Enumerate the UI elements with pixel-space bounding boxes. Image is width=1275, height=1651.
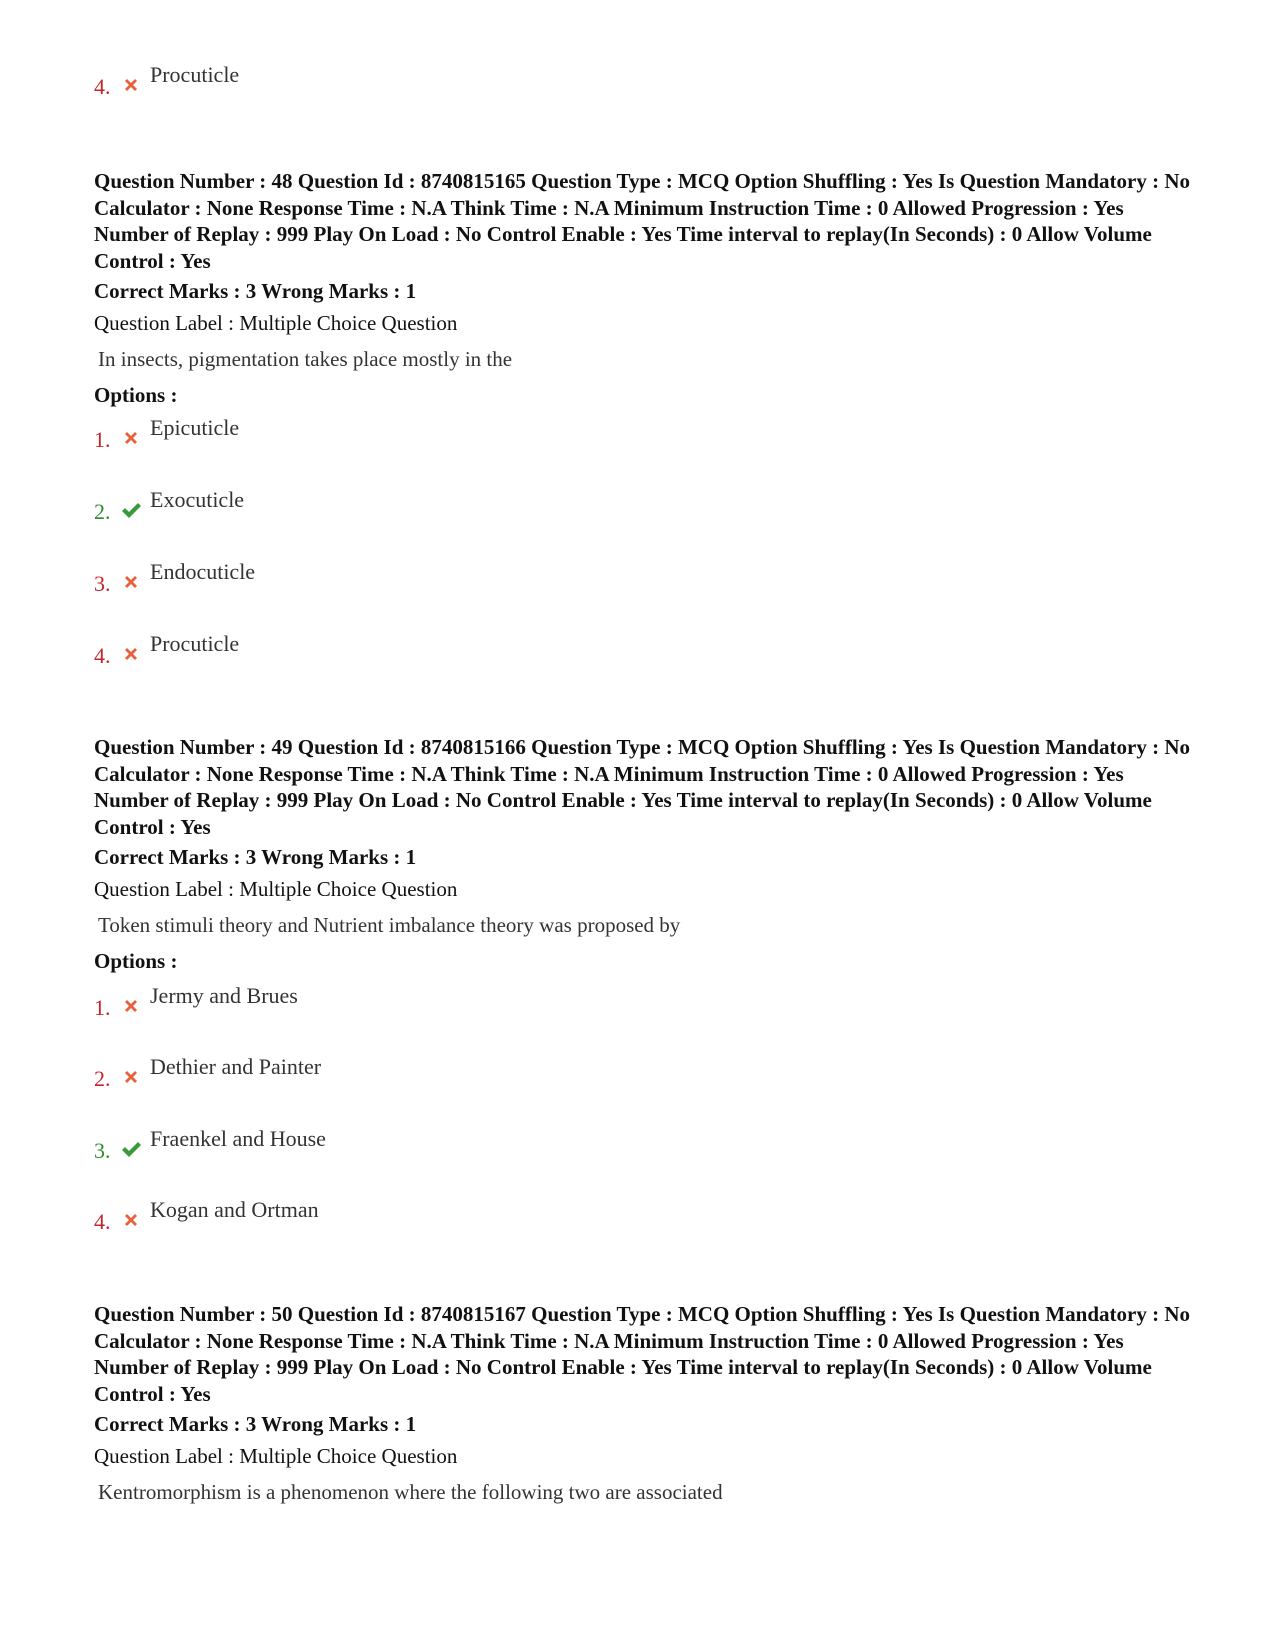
- option-text: Endocuticle: [150, 559, 256, 584]
- cross-icon: [120, 571, 142, 593]
- option-text: Procuticle: [150, 631, 240, 656]
- question-text: Kentromorphism is a phenomenon where the following two are associated: [98, 1480, 723, 1504]
- option-row: [94, 557, 255, 597]
- question-block-50: [94, 1301, 1194, 1505]
- question-block-48: [94, 168, 1194, 408]
- question-meta: Question Number : 48 Question Id : 8740815165 Question Type : MCQ Option Shuffling : Yes Is Question Mandatory : No Calculator : None Response Time : N.A Think Time : N.A Minimum Instruction Time : 0 Allowed Progression : Yes Number of Replay : 999 Play On Load : No Control Enable : Yes Time interval to replay(In Seconds) : 0 Allow Volume Control : Yes: [94, 169, 1190, 273]
- options-heading: Options :: [94, 383, 178, 407]
- option-row: [94, 981, 298, 1021]
- option-number: 4.: [94, 1209, 111, 1234]
- question-meta: Question Number : 49 Question Id : 8740815166 Question Type : MCQ Option Shuffling : Yes Is Question Mandatory : No Calculator : None Response Time : N.A Think Time : N.A Minimum Instruction Time : 0 Allowed Progression : Yes Number of Replay : 999 Play On Load : No Control Enable : Yes Time interval to replay(In Seconds) : 0 Allow Volume Control : Yes: [94, 735, 1190, 839]
- question-meta: Question Number : 50 Question Id : 8740815167 Question Type : MCQ Option Shuffling : Yes Is Question Mandatory : No Calculator : None Response Time : N.A Think Time : N.A Minimum Instruction Time : 0 Allowed Progression : Yes Number of Replay : 999 Play On Load : No Control Enable : Yes Time interval to replay(In Seconds) : 0 Allow Volume Control : Yes: [94, 1302, 1190, 1406]
- option-row: [94, 629, 239, 669]
- cross-icon: [120, 643, 142, 665]
- option-row: [94, 60, 239, 100]
- question-marks: Correct Marks : 3 Wrong Marks : 1: [94, 1412, 417, 1436]
- options-heading: Options :: [94, 949, 178, 973]
- option-text: Epicuticle: [150, 415, 240, 440]
- question-marks: Correct Marks : 3 Wrong Marks : 1: [94, 845, 417, 869]
- option-text: Dethier and Painter: [150, 1054, 322, 1079]
- cross-icon: [120, 74, 142, 96]
- question-label: Question Label : Multiple Choice Question: [94, 877, 458, 901]
- option-row: [94, 1195, 319, 1235]
- check-icon: [120, 499, 142, 521]
- option-number: 4.: [94, 643, 111, 668]
- option-number: 2.: [94, 1066, 111, 1091]
- option-number: 3.: [94, 571, 111, 596]
- option-number: 1.: [94, 995, 111, 1020]
- option-text: Exocuticle: [150, 487, 245, 512]
- option-text: Fraenkel and House: [150, 1126, 326, 1151]
- cross-icon: [120, 427, 142, 449]
- option-number: 2.: [94, 499, 111, 524]
- question-text: Token stimuli theory and Nutrient imbalance theory was proposed by: [98, 913, 681, 937]
- question-label: Question Label : Multiple Choice Question: [94, 1444, 458, 1468]
- option-row: [94, 485, 244, 525]
- question-label: Question Label : Multiple Choice Question: [94, 311, 458, 335]
- option-number: 3.: [94, 1138, 111, 1163]
- option-text: Jermy and Brues: [150, 983, 298, 1008]
- cross-icon: [120, 1209, 142, 1231]
- check-icon: [120, 1138, 142, 1160]
- question-block-49: [94, 734, 1194, 974]
- option-row: [94, 1052, 321, 1092]
- cross-icon: [120, 1066, 142, 1088]
- option-text: Procuticle: [150, 62, 240, 87]
- option-number: 4.: [94, 74, 111, 99]
- question-text: In insects, pigmentation takes place mostly in the: [98, 347, 513, 371]
- option-row: [94, 1124, 326, 1164]
- option-number: 1.: [94, 427, 111, 452]
- cross-icon: [120, 995, 142, 1017]
- option-text: Kogan and Ortman: [150, 1197, 319, 1222]
- question-marks: Correct Marks : 3 Wrong Marks : 1: [94, 279, 417, 303]
- option-row: [94, 413, 239, 453]
